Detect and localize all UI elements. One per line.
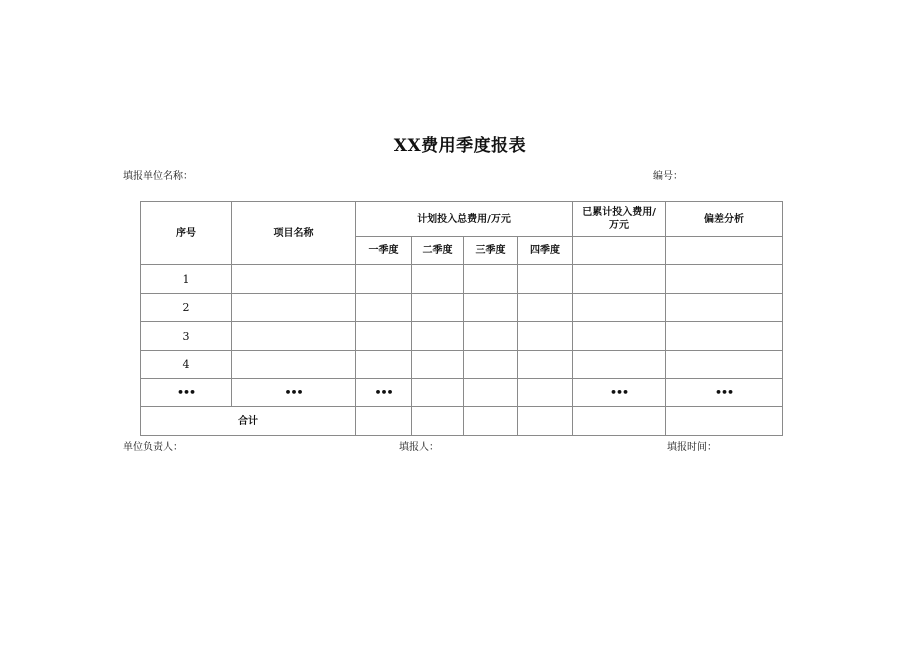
row-index: 4 xyxy=(141,351,232,379)
q1-cell[interactable] xyxy=(356,351,412,379)
header-row-1 xyxy=(141,202,783,237)
row-index: 3 xyxy=(141,322,232,351)
empty-cell xyxy=(518,379,573,407)
col-header-q3: 三季度 xyxy=(464,237,518,265)
table-row xyxy=(141,322,783,351)
q2-cell[interactable] xyxy=(412,322,464,351)
ellipsis-row xyxy=(141,379,783,407)
table-row xyxy=(141,265,783,294)
total-q4-cell[interactable] xyxy=(518,407,573,436)
ellipsis-mark: ••• xyxy=(141,379,232,407)
serial-number-label: 编号： xyxy=(653,171,683,182)
unit-responsible-label: 单位负责人： xyxy=(123,442,183,453)
total-row xyxy=(141,407,783,436)
item-name-cell[interactable] xyxy=(232,351,356,379)
item-name-cell[interactable] xyxy=(232,322,356,351)
col-header-q2: 二季度 xyxy=(412,237,464,265)
empty-cell xyxy=(573,237,666,265)
col-header-planned-total: 计划投入总费用/万元 xyxy=(356,202,573,237)
table-row xyxy=(141,294,783,322)
col-header-q1: 一季度 xyxy=(356,237,412,265)
empty-cell xyxy=(412,379,464,407)
item-name-cell[interactable] xyxy=(232,265,356,294)
q1-cell[interactable] xyxy=(356,265,412,294)
reporting-unit-label: 填报单位名称： xyxy=(123,171,193,182)
cumulative-cell[interactable] xyxy=(573,322,666,351)
ellipsis-mark: ••• xyxy=(666,379,783,407)
col-header-deviation: 偏差分析 xyxy=(666,202,783,237)
ellipsis-mark: ••• xyxy=(356,379,412,407)
table-row xyxy=(141,351,783,379)
q1-cell[interactable] xyxy=(356,294,412,322)
report-title: XX费用季度报表 xyxy=(393,136,527,156)
q4-cell[interactable] xyxy=(518,265,573,294)
ellipsis-mark: ••• xyxy=(573,379,666,407)
cumulative-cell[interactable] xyxy=(573,351,666,379)
col-header-index: 序号 xyxy=(141,202,232,265)
q2-cell[interactable] xyxy=(412,351,464,379)
expense-report-table xyxy=(140,201,783,436)
item-name-cell[interactable] xyxy=(232,294,356,322)
total-label: 合计 xyxy=(141,407,356,436)
q1-cell[interactable] xyxy=(356,322,412,351)
q4-cell[interactable] xyxy=(518,322,573,351)
q2-cell[interactable] xyxy=(412,294,464,322)
cumulative-cell[interactable] xyxy=(573,294,666,322)
col-header-item-name: 项目名称 xyxy=(232,202,356,265)
q3-cell[interactable] xyxy=(464,322,518,351)
total-cumulative-cell[interactable] xyxy=(573,407,666,436)
row-index: 2 xyxy=(141,294,232,322)
fill-date-label: 填报时间： xyxy=(667,442,717,453)
empty-cell xyxy=(666,237,783,265)
empty-cell xyxy=(464,379,518,407)
q4-cell[interactable] xyxy=(518,351,573,379)
cumulative-cell[interactable] xyxy=(573,265,666,294)
total-q1-cell[interactable] xyxy=(356,407,412,436)
total-q2-cell[interactable] xyxy=(412,407,464,436)
deviation-cell[interactable] xyxy=(666,294,783,322)
deviation-cell[interactable] xyxy=(666,265,783,294)
q3-cell[interactable] xyxy=(464,265,518,294)
total-deviation-cell[interactable] xyxy=(666,407,783,436)
deviation-cell[interactable] xyxy=(666,322,783,351)
ellipsis-mark: ••• xyxy=(232,379,356,407)
deviation-cell[interactable] xyxy=(666,351,783,379)
col-header-cumulative: 已累计投入费用/万元 xyxy=(573,202,666,237)
q4-cell[interactable] xyxy=(518,294,573,322)
col-header-q4: 四季度 xyxy=(518,237,573,265)
total-q3-cell[interactable] xyxy=(464,407,518,436)
q3-cell[interactable] xyxy=(464,294,518,322)
q3-cell[interactable] xyxy=(464,351,518,379)
row-index: 1 xyxy=(141,265,232,294)
q2-cell[interactable] xyxy=(412,265,464,294)
filled-by-label: 填报人： xyxy=(399,442,439,453)
